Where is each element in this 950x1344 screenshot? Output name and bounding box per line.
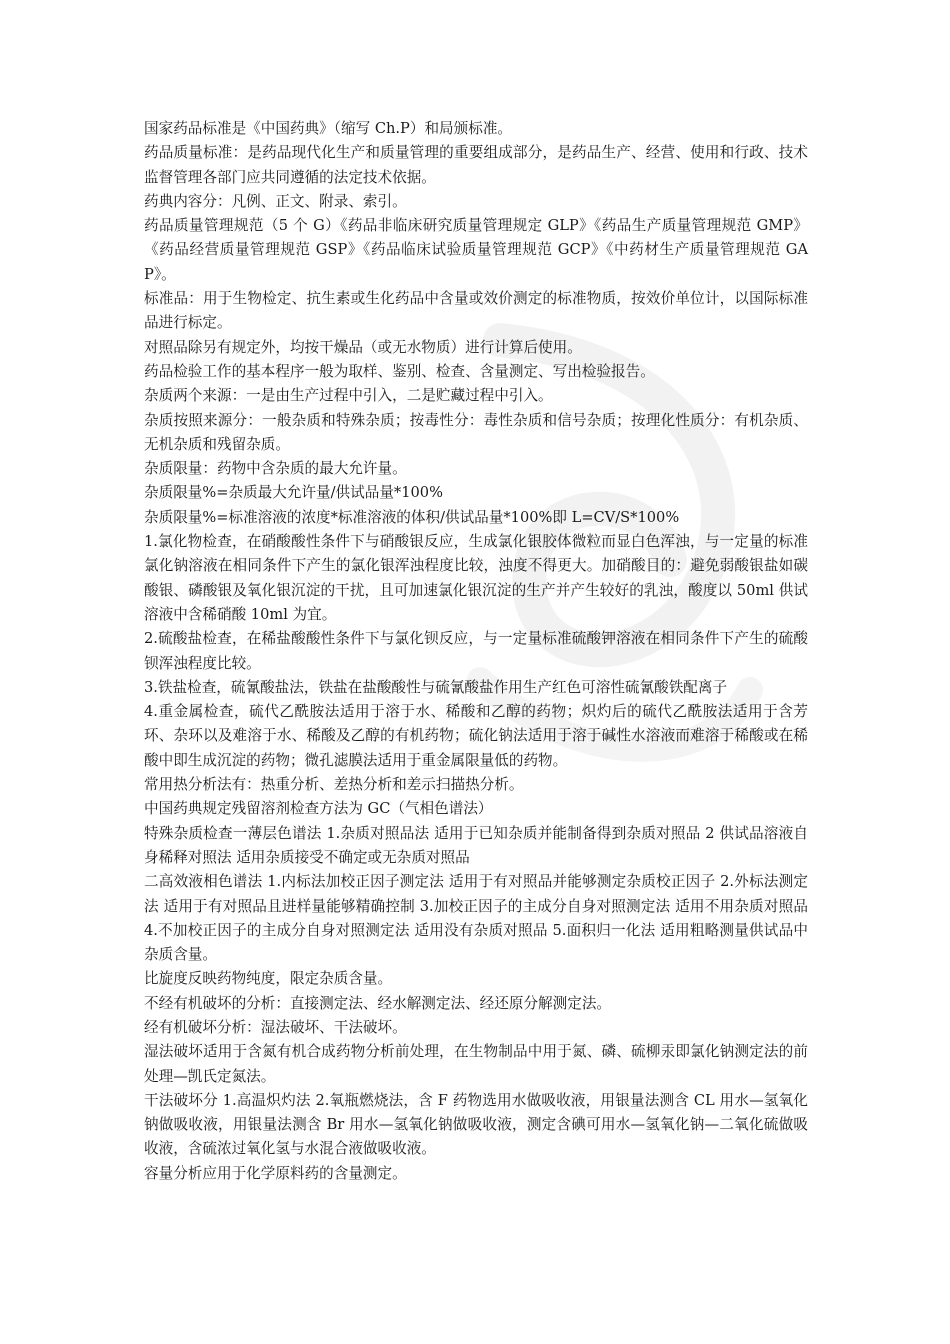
paragraph: 杂质限量%=标准溶液的浓度*标准溶液的体积/供试品量*100%即 L=CV/S*100% [144, 508, 680, 526]
paragraph: 二高效液相色谱法 1.内标法加校正因子测定法 适用于有对照品并能够测定杂质校正因子 2.外标法测定法 适用于有对照品且进样量能够精确控制 3.加校正因子的主成分自身对照测定法 适用不用杂质对照品 4.不加校正因子的主成分自身对照测定法 适用没有杂质对照品 5.面积归一化法 适用粗略测量供试品中杂质含量。 [144, 873, 808, 964]
paragraph: 国家药品标准是《中国药典》（缩写 Ch.P）和局颁标准。 [144, 120, 513, 137]
paragraph: 3.铁盐检查，硫氰酸盐法，铁盐在盐酸酸性与硫氰酸盐作用生产红色可溶性硫氰酸铁配离子 [144, 678, 728, 696]
paragraph: 容量分析应用于化学原料药的含量测定。 [144, 1164, 407, 1182]
paragraph: 常用热分析法有：热重分析、差热分析和差示扫描热分析。 [144, 776, 524, 794]
paragraph: 1.氯化物检查，在硝酸酸性条件下与硝酸银反应，生成氯化银胶体微粒而显白色浑浊，与一定量的标准氯化钠溶液在相同条件下产生的氯化银浑浊程度比较，浊度不得更大。加硝酸目的：避免弱酸银盐如碳酸银、磷酸银及氧化银沉淀的干扰，且可加速氯化银沉淀的生产并产生较好的乳浊，酸度以 50ml 供试溶液中含稀硝酸 10ml 为宜。 [144, 533, 808, 623]
document-body [144, 117, 808, 1186]
paragraph: 杂质按照来源分：一般杂质和特殊杂质；按毒性分：毒性杂质和信号杂质；按理化性质分：有机杂质、无机杂质和残留杂质。 [144, 411, 808, 453]
paragraph: 药品质量标准：是药品现代化生产和质量管理的重要组成部分，是药品生产、经营、使用和行政、技术监督管理各部门应共同遵循的法定技术依据。 [144, 144, 808, 186]
paragraph: 药品检验工作的基本程序一般为取样、鉴别、检查、含量测定、写出检验报告。 [144, 362, 655, 380]
paragraph: 不经有机破坏的分析：直接测定法、经水解测定法、经还原分解测定法。 [144, 994, 612, 1012]
paragraph: 杂质两个来源：一是由生产过程中引入，二是贮藏过程中引入。 [144, 387, 553, 405]
paragraph: 2.硫酸盐检查，在稀盐酸酸性条件下与氯化钡反应，与一定量标准硫酸钾溶液在相同条件下产生的硫酸钡浑浊程度比较。 [144, 630, 808, 672]
paragraph: 杂质限量%=杂质最大允许量/供试品量*100% [144, 484, 443, 502]
paragraph: 经有机破坏分析：湿法破坏、干法破坏。 [144, 1018, 407, 1036]
paragraph: 药典内容分：凡例、正文、附录、索引。 [144, 192, 407, 210]
paragraph: 标准品：用于生物检定、抗生素或生化药品中含量或效价测定的标准物质，按效价单位计，以国际标准品进行标定。 [144, 290, 808, 332]
paragraph: 对照品除另有规定外，均按干燥品（或无水物质）进行计算后使用。 [144, 338, 582, 356]
paragraph: 4.重金属检查，硫代乙酰胺法适用于溶于水、稀酸和乙醇的药物；炽灼后的硫代乙酰胺法适用于含芳环、杂环以及难溶于水、稀酸及乙醇的有机药物；硫化钠法适用于溶于碱性水溶液而难溶于稀酸或在稀酸中即生成沉淀的药物；微孔滤膜法适用于重金属限量低的药物。 [144, 703, 808, 769]
paragraph: 中国药典规定残留溶剂检查方法为 GC（气相色谱法） [144, 800, 493, 818]
paragraph: 比旋度反映药物纯度，限定杂质含量。 [144, 970, 393, 988]
paragraph: 药品质量管理规范（5 个 G）《药品非临床研究质量管理规定 GLP》《药品生产质量管理规范 GMP》《药品经营质量管理规范 GSP》《药品临床试验质量管理规范 GCP》《中药材生产质量管理规范 GAP》。 [144, 217, 808, 283]
paragraph: 干法破坏分 1.高温炽灼法 2.氧瓶燃烧法，含 F 药物选用水做吸收液，用银量法测含 CL 用水—氢氧化钠做吸收液，用银量法测含 Br 用水—氢氧化钠做吸收液，测定含碘可用水—氢氧化钠—二氧化硫做吸收液，含硫浓过氧化氢与水混合液做吸收液。 [144, 1091, 808, 1158]
paragraph: 湿法破坏适用于含氮有机合成药物分析前处理，在生物制品中用于氮、磷、硫柳汞即氯化钠测定法的前处理—凯氏定氮法。 [144, 1043, 808, 1085]
paragraph: 特殊杂质检查一薄层色谱法 1.杂质对照品法 适用于已知杂质并能制备得到杂质对照品 2 供试品溶液自身稀释对照法 适用杂质接受不确定或无杂质对照品 [144, 824, 808, 866]
paragraph: 杂质限量：药物中含杂质的最大允许量。 [144, 460, 407, 478]
